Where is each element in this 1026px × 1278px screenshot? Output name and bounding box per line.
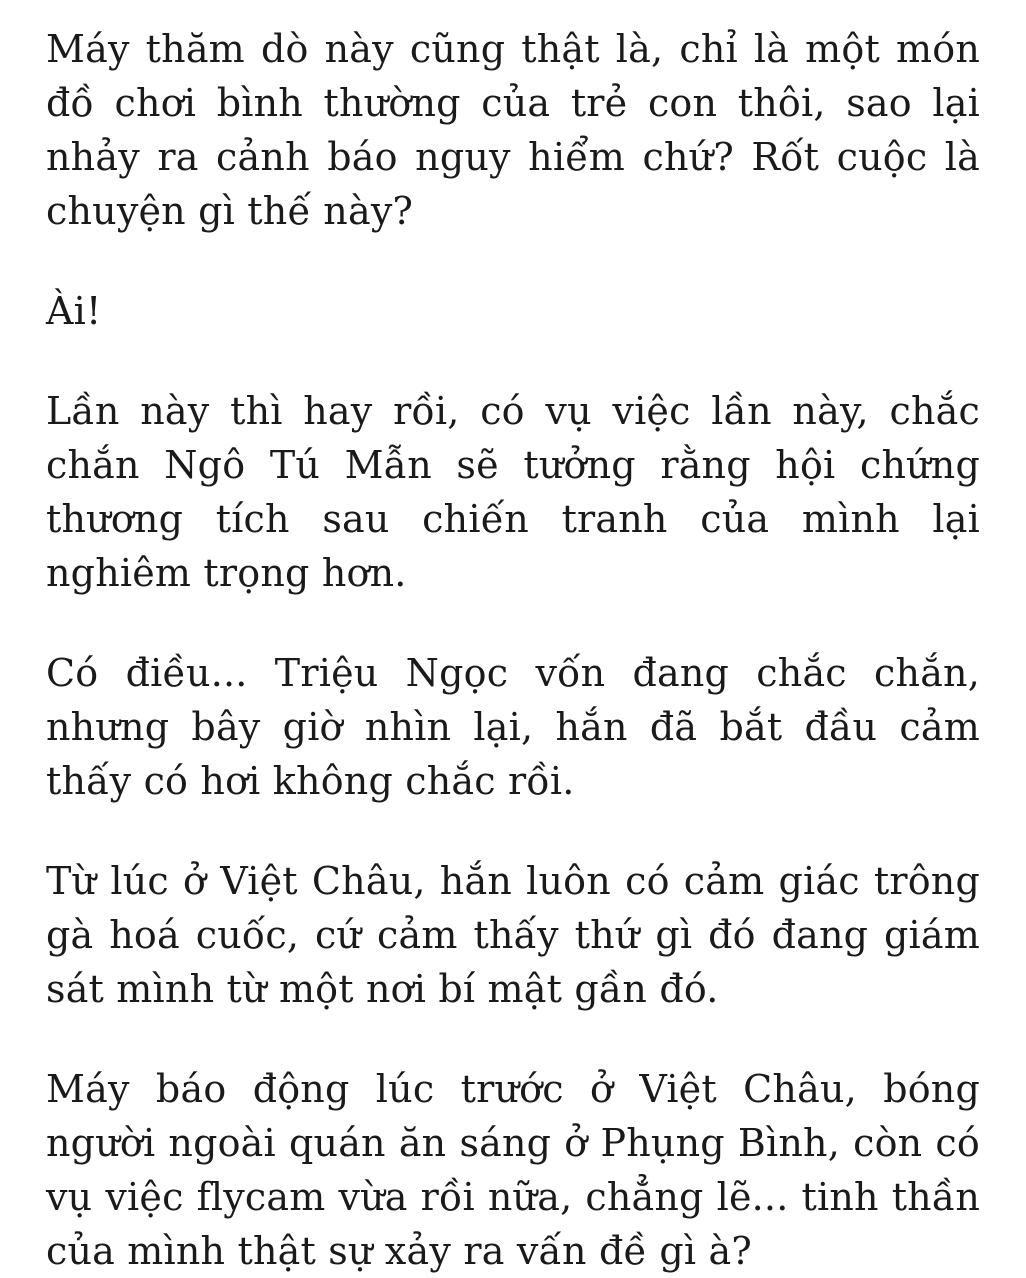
paragraph: Từ lúc ở Việt Châu, hắn luôn có cảm giác trông gà hoá cuốc, cứ cảm thấy thứ gì đó đang giám sát mình từ một nơi bí mật gần đó. bbox=[46, 859, 980, 1011]
paragraph: Có điều... Triệu Ngọc vốn đang chắc chắn, nhưng bây giờ nhìn lại, hắn đã bắt đầu cảm thấy có hơi không chắc rồi. bbox=[46, 651, 980, 803]
paragraph: Máy thăm dò này cũng thật là, chỉ là một món đồ chơi bình thường của trẻ con thôi, sao lại nhảy ra cảnh báo nguy hiểm chứ? Rốt cuộc là chuyện gì thế này? bbox=[46, 27, 980, 233]
paragraph: Ài! bbox=[46, 289, 102, 333]
paragraph: Máy báo động lúc trước ở Việt Châu, bóng người ngoài quán ăn sáng ở Phụng Bình, còn có vụ việc flycam vừa rồi nữa, chẳng lẽ... tinh thần của mình thật sự xảy ra vấn đề gì à? bbox=[46, 1067, 980, 1273]
paragraph: Lần này thì hay rồi, có vụ việc lần này, chắc chắn Ngô Tú Mẫn sẽ tưởng rằng hội chứng thương tích sau chiến tranh của mình lại nghiêm trọng hơn. bbox=[46, 389, 980, 595]
